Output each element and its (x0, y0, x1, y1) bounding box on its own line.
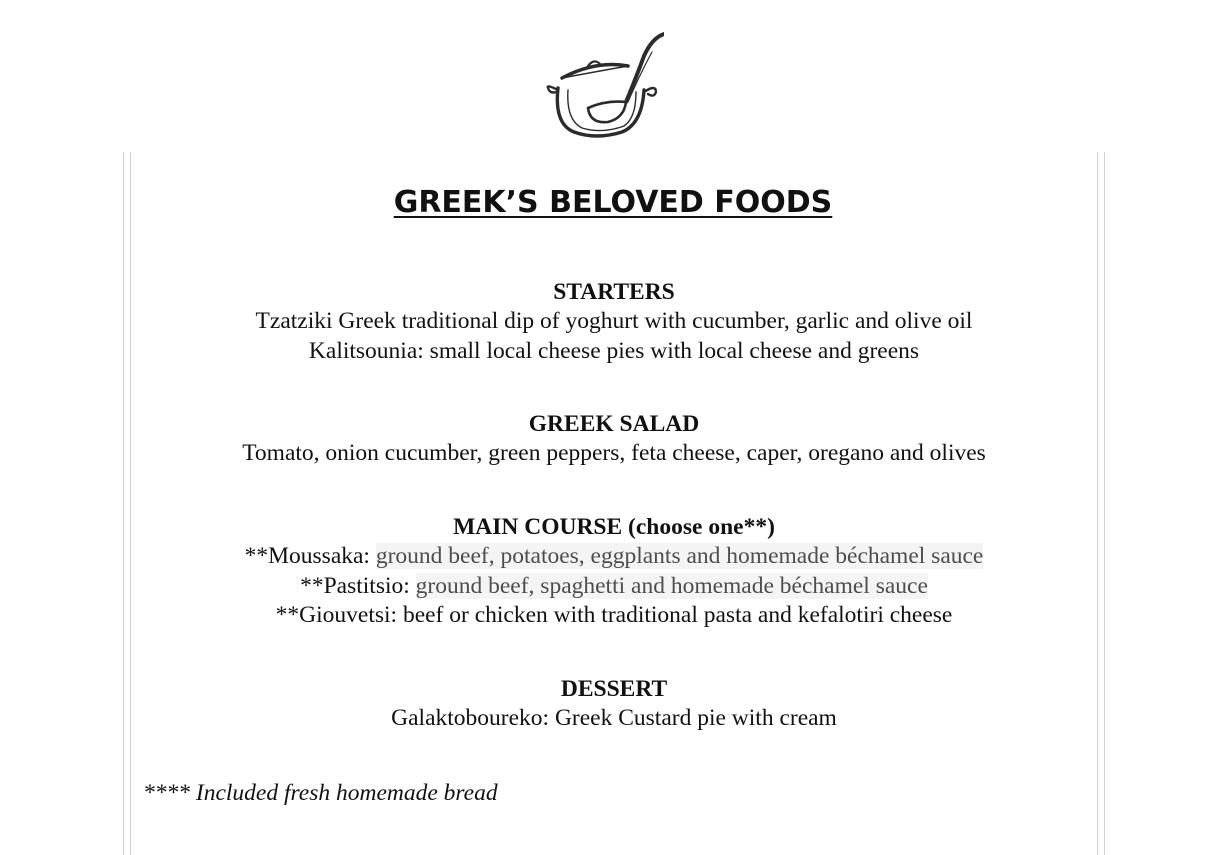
bread-note: **** Included fresh homemade bread (143, 780, 498, 806)
menu-item (131, 601, 1097, 630)
frame-rule-right-outer (1104, 152, 1105, 855)
dish-description: beef or chicken with traditional pasta and kefalotiri cheese (402, 601, 953, 628)
section-heading-starters: STARTERS (553, 279, 675, 305)
menu-item: Tomato, onion cucumber, green peppers, feta cheese, caper, oregano and olives (242, 440, 986, 467)
menu-item (131, 542, 1097, 571)
menu-item (131, 572, 1097, 601)
frame-rule-left-outer (123, 152, 124, 855)
frame-rule-right-inner (1097, 152, 1098, 855)
dish-description: ground beef, spaghetti and homemade béchamel sauce (415, 572, 928, 599)
menu-item: Tzatziki Greek traditional dip of yoghurt with cucumber, garlic and olive oil (255, 308, 973, 335)
dish-name: **Moussaka: (244, 543, 370, 570)
section-dessert (131, 675, 1097, 734)
section-greek-salad (131, 410, 1097, 469)
section-heading-main-course: MAIN COURSE (choose one**) (453, 514, 775, 540)
soup-pot-ladle-icon (544, 28, 664, 140)
section-heading-greek-salad: GREEK SALAD (528, 411, 700, 437)
frame-rule-left-inner (130, 152, 131, 855)
dish-description: ground beef, potatoes, eggplants and homemade béchamel sauce (375, 543, 984, 570)
menu-item: Kalitsounia: small local cheese pies with local cheese and greens (308, 337, 920, 364)
dish-name: **Giouvetsi: (275, 601, 398, 628)
dish-name: **Pastitsio: (300, 572, 410, 599)
section-starters (131, 278, 1097, 366)
menu-title: GREEK’S BELOVED FOODS (393, 185, 833, 220)
section-main-course (131, 513, 1097, 630)
section-heading-dessert: DESSERT (560, 676, 668, 702)
menu-item: Galaktoboureko: Greek Custard pie with cream (391, 705, 837, 732)
